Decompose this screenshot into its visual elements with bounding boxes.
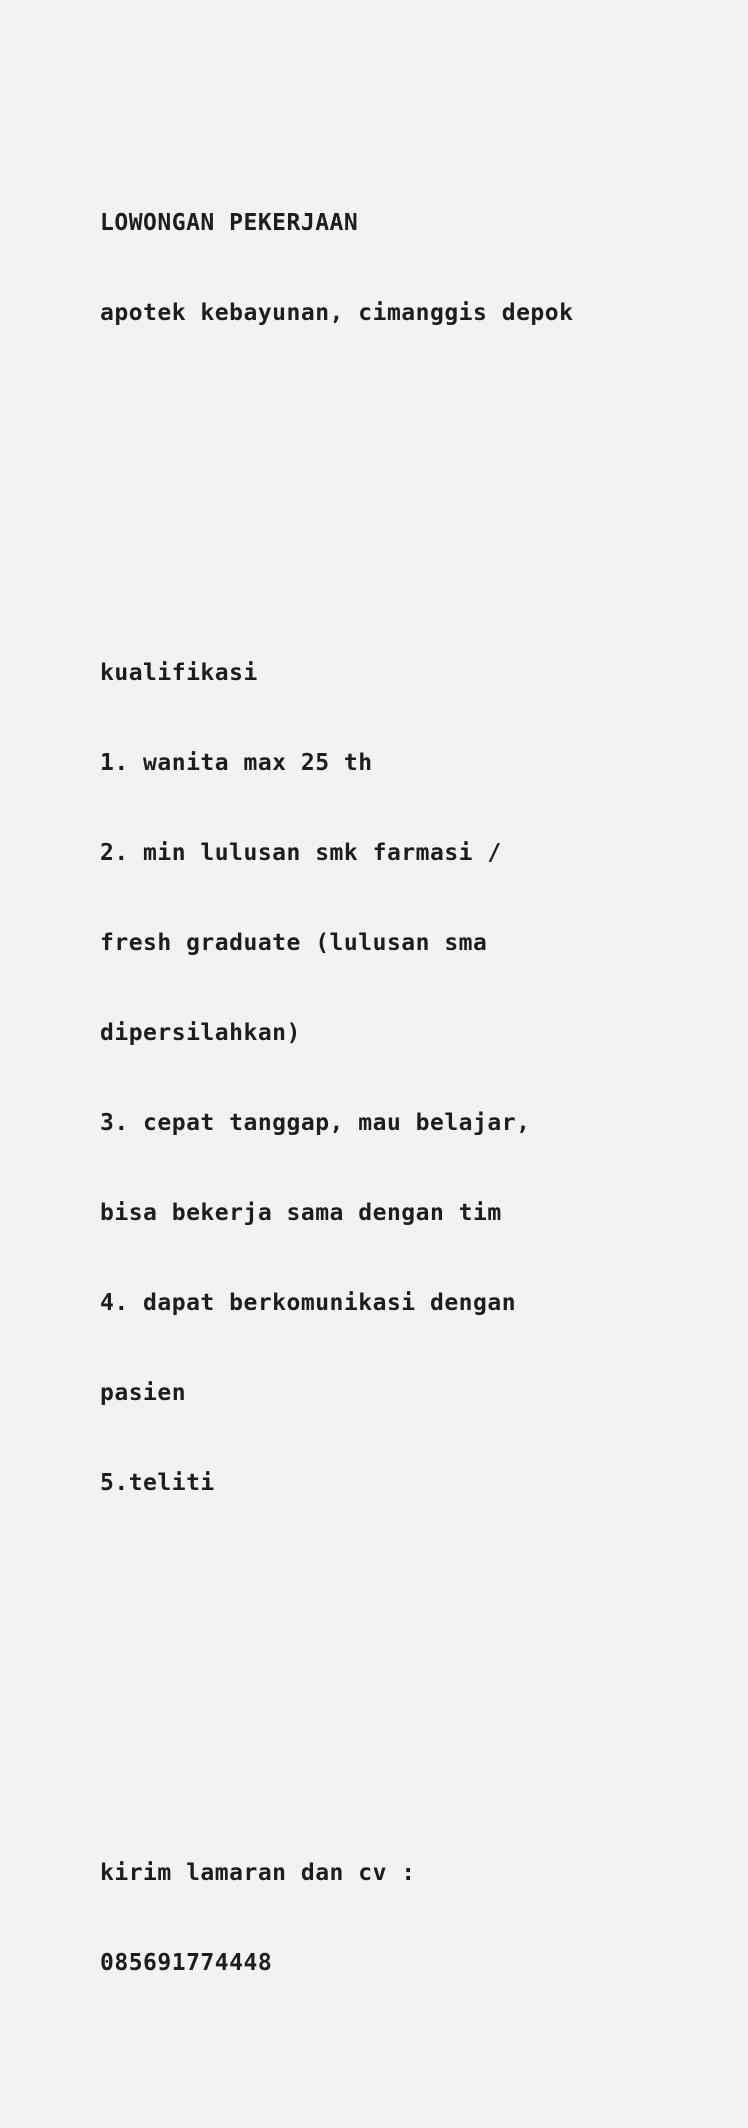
qualification-item: 4. dapat berkomunikasi dengan: [100, 1290, 517, 1316]
qualification-item: 2. min lulusan smk farmasi /: [100, 840, 502, 866]
qualifications-section: [100, 598, 708, 1558]
qualification-item: dipersilahkan): [100, 1020, 301, 1046]
qualification-item: bisa bekerja sama dengan tim: [100, 1200, 502, 1226]
qualification-item: 1. wanita max 25 th: [100, 750, 373, 776]
poster-title: LOWONGAN PEKERJAAN: [100, 210, 359, 236]
qualification-item: 3. cepat tanggap, mau belajar,: [100, 1110, 531, 1136]
poster-text: [100, 58, 708, 2128]
qualifications-label: kualifikasi: [100, 660, 258, 686]
poster-subtitle: apotek kebayunan, cimanggis depok: [100, 300, 574, 326]
qualification-item: pasien: [100, 1380, 187, 1406]
contact-label: kirim lamaran dan cv :: [100, 1860, 416, 1886]
spacer-before-contact: [100, 1648, 708, 1708]
contact-phone: 085691774448: [100, 1950, 273, 1976]
qualification-item: fresh graduate (lulusan sma: [100, 930, 488, 956]
contact-section: [100, 1798, 708, 2038]
heading-section: [100, 148, 708, 388]
spacer-after-heading: [100, 478, 708, 508]
qualification-item: 5.teliti: [100, 1470, 215, 1496]
